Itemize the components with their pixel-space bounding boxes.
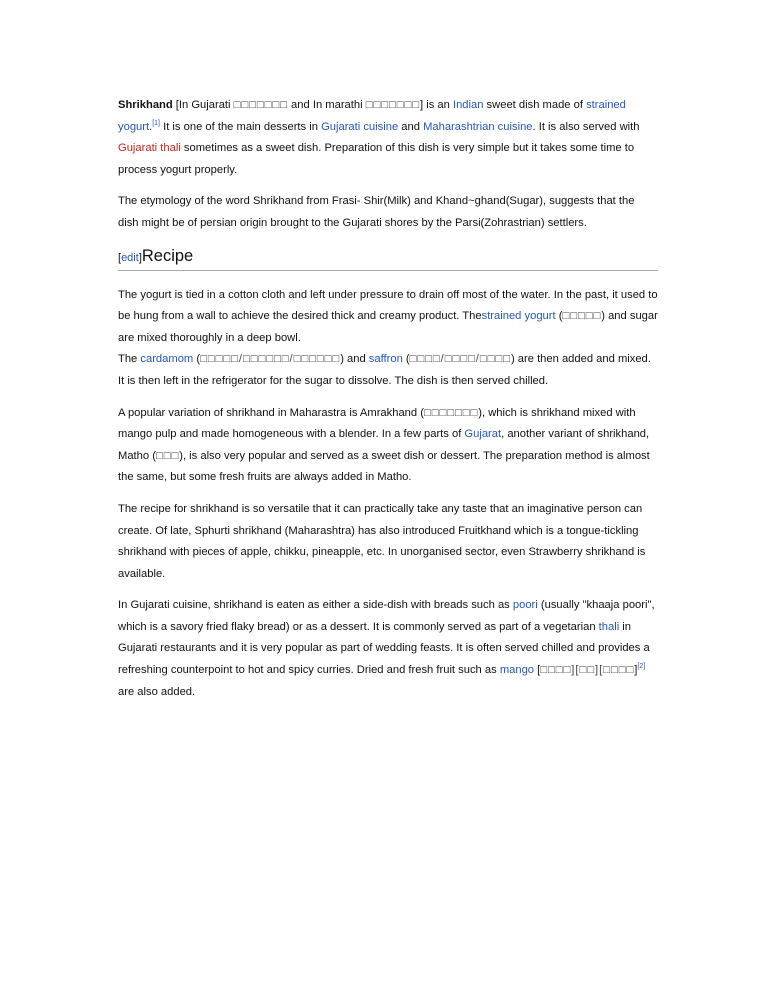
- text: (: [193, 353, 201, 366]
- edit-bracket-close: ]: [138, 251, 142, 264]
- text: [In Gujarati: [172, 99, 234, 111]
- article-body: [118, 95, 658, 713]
- text: and In marathi: [287, 99, 366, 111]
- link-saffron[interactable]: saffron: [368, 353, 403, 366]
- edit-bracket-open: [: [118, 251, 122, 264]
- script-text: □□□□/□□□□/□□□□: [409, 353, 511, 366]
- text: . It is also served with: [532, 120, 640, 133]
- section-heading-recipe: [118, 245, 658, 271]
- text: ) and: [340, 353, 369, 366]
- text: sweet dish made of: [483, 99, 587, 111]
- text: A popular variation of shrikhand in Maharastra is Amrakhand (: [118, 406, 424, 419]
- link-poori[interactable]: poori: [512, 599, 538, 612]
- link-strained-yogurt[interactable]: strained yogurt: [118, 99, 626, 133]
- section-title: Recipe: [141, 246, 194, 265]
- text: ]: [634, 664, 638, 677]
- link-gujarati-cuisine[interactable]: Gujarati cuisine: [321, 120, 399, 133]
- link-gujarat[interactable]: Gujarat: [464, 428, 502, 441]
- recipe-paragraph: [118, 285, 658, 350]
- text: (: [402, 353, 410, 366]
- script-text: □□□□][□□][□□□□: [540, 664, 635, 677]
- text: are also added.: [118, 685, 196, 698]
- text: in Gujarati restaurants and it is very popular as part of wedding feasts. It is often served chilled and provides a refreshing counterpoint to hot and spicy curries. Dried and fresh fruit such as: [118, 620, 650, 677]
- text: The yogurt is tied in a cotton cloth and left under pressure to drain off most of the water. In the past, it used to be hung from a wall to achieve the desired thick and creamy product. The: [118, 288, 658, 323]
- text: ), which is shrikhand mixed with mango pulp and made homogeneous with a blender. In a few parts of: [118, 406, 636, 441]
- text: (: [555, 310, 563, 323]
- link-cardamom[interactable]: cardamom: [140, 353, 194, 366]
- link-strained-yogurt-2[interactable]: strained yogurt: [481, 310, 556, 323]
- link-mango[interactable]: mango: [499, 664, 535, 677]
- text: (usually "khaaja poori", which is a savory fried flaky bread) or as a dessert. It is commonly served as part of a vegetarian: [118, 599, 655, 633]
- text: , another variant of shrikhand, Matho (: [118, 428, 650, 462]
- text: ) and sugar are mixed thoroughly in a deep bowl.: [118, 310, 658, 344]
- versatility-paragraph: The recipe for shrikhand is so versatile that it can practically take any taste that an imaginative person can create. Of late, Sphurti shrikhand (Maharashtra) has also introduced Fruitkhand which is a tongue-tickling shrikhand with pieces of apple, chikku, pineapple, etc. In unorganised sector, even Strawberry shrikhand is available.: [118, 502, 646, 580]
- text: ), is also very popular and served as a sweet dish or dessert. The preparation method is almost the same, but some fresh fruits are always added in Matho.: [118, 449, 650, 484]
- text: sometimes as a sweet dish. Preparation of this dish is very simple but it takes some time to process yogurt properly.: [118, 142, 635, 176]
- script-text: □□□□□: [562, 310, 602, 323]
- script-text: □□□: [155, 449, 180, 462]
- text: .: [149, 120, 153, 133]
- text: ] is an: [420, 99, 453, 111]
- edit-section-link[interactable]: edit: [121, 251, 139, 264]
- text: It is one of the main desserts in: [160, 120, 322, 133]
- marathi-script-text: □□□□□□□: [365, 99, 420, 111]
- variation-paragraph: [118, 403, 658, 489]
- link-maharashtrian-cuisine[interactable]: Maharashtrian cuisine: [423, 120, 533, 133]
- reference-1[interactable]: [1]: [152, 119, 160, 127]
- text: The: [118, 353, 141, 366]
- text: ) are then added and mixed. It is then left in the refrigerator for the sugar to dissolve. The dish is then served chilled.: [118, 353, 651, 387]
- serving-paragraph: [118, 595, 658, 703]
- spices-paragraph: [118, 349, 658, 392]
- article-title: Shrikhand: [118, 99, 173, 111]
- text: [: [534, 664, 541, 677]
- intro-paragraph: [118, 95, 658, 181]
- text: and: [398, 120, 424, 133]
- script-text: □□□□□□□: [423, 406, 479, 419]
- etymology-paragraph: The etymology of the word Shrikhand from Frasi- Shir(Milk) and Khand~ghand(Sugar), suggests that the dish might be of persian origin brought to the Gujarati shores by the Parsi(Zohrastrian) settlers.: [118, 195, 635, 229]
- gujarati-script-text: □□□□□□□: [233, 99, 288, 111]
- link-indian[interactable]: Indian: [452, 99, 484, 111]
- script-text: □□□□□/□□□□□□/□□□□□□: [200, 353, 341, 366]
- text: In Gujarati cuisine, shrikhand is eaten as either a side-dish with breads such as: [118, 599, 513, 612]
- link-thali[interactable]: thali: [598, 620, 620, 633]
- reference-2[interactable]: [2]: [637, 663, 646, 671]
- link-gujarati-thali[interactable]: Gujarati thali: [118, 142, 181, 155]
